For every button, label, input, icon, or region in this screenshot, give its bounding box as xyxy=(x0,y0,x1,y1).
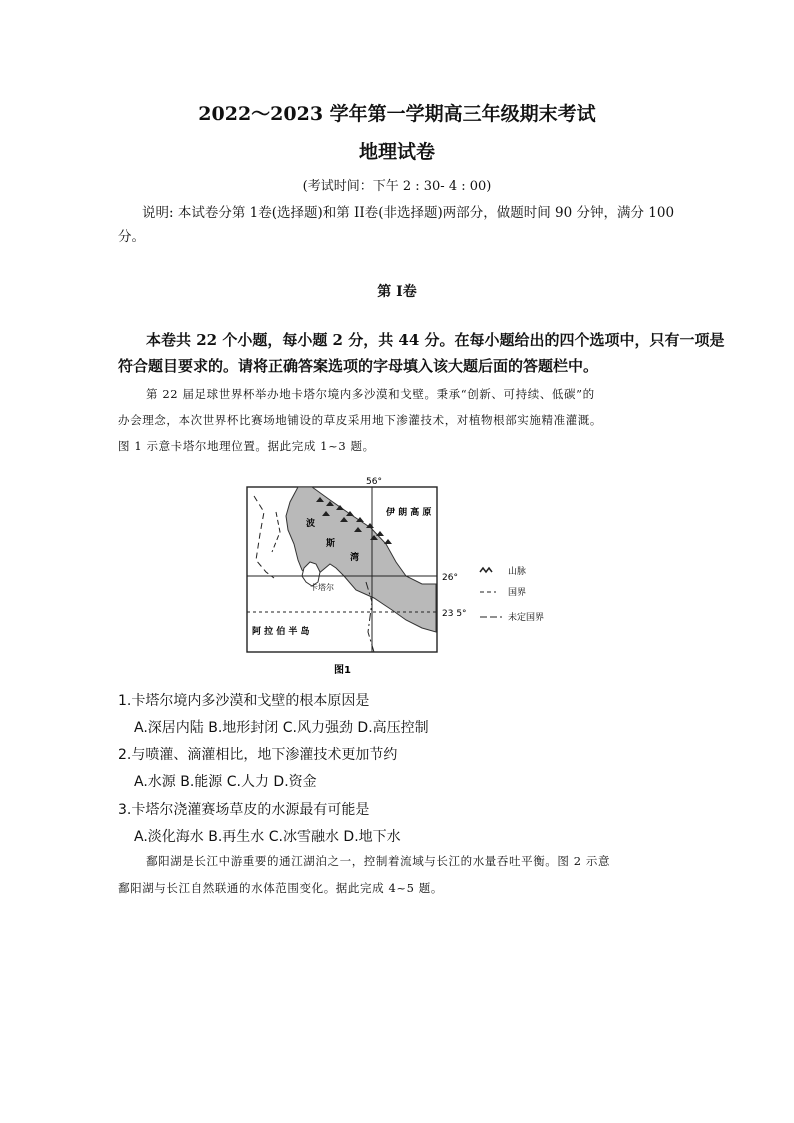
qatar-label: 卡塔尔 xyxy=(310,583,334,592)
longitude-label: 56° xyxy=(366,477,382,487)
passage2-line-1: 鄱阳湖是长江中游重要的通江湖泊之一，控制着流域与长江的水量吞吐平衡。图 2 示意 xyxy=(146,854,611,868)
passage1-line-2: 办会理念，本次世界杯比赛场地铺设的草皮采用地下渗灌技术，对植物根部实施精准灌溉。 xyxy=(118,413,602,427)
gulf-label-1: 波 xyxy=(306,519,316,529)
gulf-label-2: 斯 xyxy=(326,539,336,549)
passage1-line-1: 第 22 届足球世界杯举办地卡塔尔境内多沙漠和戈壁。秉承“创新、可持续、低碳”的 xyxy=(146,387,595,401)
question-3-stem: 3.卡塔尔浇灌赛场草皮的水源最有可能是 xyxy=(118,802,370,818)
figure-1-map xyxy=(246,472,546,687)
gulf-label-3: 湾 xyxy=(350,553,360,563)
iran-plateau-label: 伊 朗 高 原 xyxy=(386,508,432,518)
question-1-stem: 1.卡塔尔境内多沙漠和戈壁的根本原因是 xyxy=(118,693,370,709)
legend-border-label: 国界 xyxy=(508,588,527,598)
question-3-options: A.淡化海水 B.再生水 C.冰雪融水 D.地下水 xyxy=(134,829,401,845)
question-2-options: A.水源 B.能源 C.人力 D.资金 xyxy=(134,774,317,790)
border-line xyxy=(254,496,274,578)
notes-line-2: 分。 xyxy=(118,229,145,245)
section-title: 第 I卷 xyxy=(377,284,417,300)
subject-title: 地理试卷 xyxy=(358,141,435,163)
lat-23-label: 23 5° xyxy=(442,609,467,619)
legend-mountain-symbol xyxy=(480,568,492,572)
exam-time: (考试时间：下午 2 : 30- 4 : 00) xyxy=(302,179,492,194)
lat-26-label: 26° xyxy=(442,573,458,583)
passage1-line-3: 图 1 示意卡塔尔地理位置。据此完成 1~3 题。 xyxy=(118,439,375,453)
question-1-options: A.深居内陆 B.地形封闭 C.风力强劲 D.高压控制 xyxy=(134,720,429,736)
passage2-line-2: 鄱阳湖与长江自然联通的水体范围变化。据此完成 4~5 题。 xyxy=(118,881,443,895)
question-2-stem: 2.与喷灌、滴灌相比，地下渗灌技术更加节约 xyxy=(118,747,398,763)
section-instruction-line-2: 符合题目要求的。请将正确答案选项的字母填入该大题后面的答题栏中。 xyxy=(118,357,599,375)
section-instruction-line-1: 本卷共 22 个小题，每小题 2 分，共 44 分。在每小题给出的四个选项中，只有一项是 xyxy=(146,331,725,349)
exam-title: 2022～2023 学年第一学期高三年级期末考试 xyxy=(198,103,596,125)
notes-line-1: 说明: 本试卷分第 1卷(选择题)和第 II卷(非选择题)两部分，做题时间 90 分钟，满分 100 xyxy=(142,205,675,221)
arabia-label: 阿 拉 伯 半 岛 xyxy=(252,627,310,637)
legend-undetermined-label: 未定国界 xyxy=(508,613,545,623)
legend-mountain-label: 山脉 xyxy=(508,567,527,577)
figure-caption: 图1 xyxy=(334,665,351,676)
